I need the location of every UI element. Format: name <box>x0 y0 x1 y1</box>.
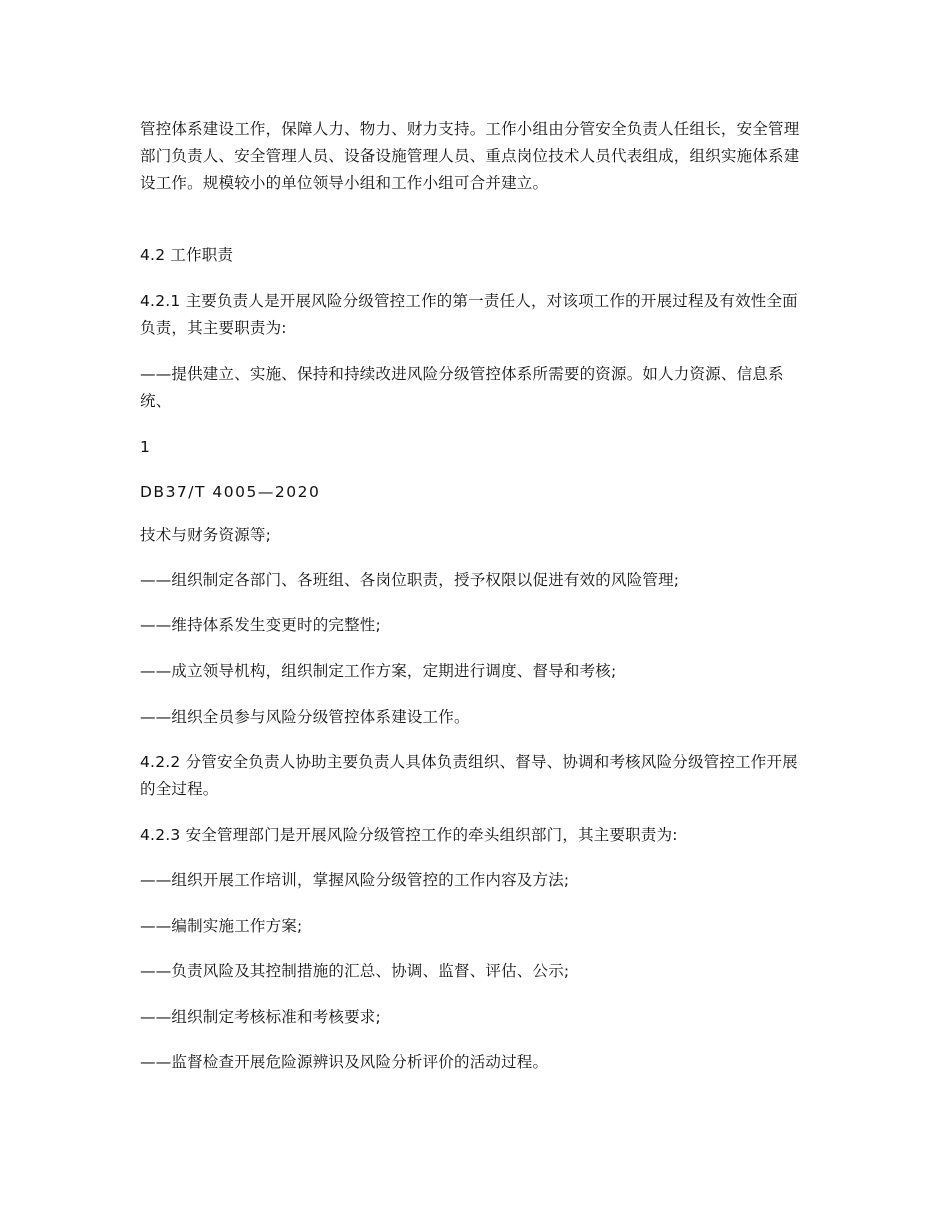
list-item-risk-summary: ——负责风险及其控制措施的汇总、协调、监督、评估、公示; <box>140 962 570 980</box>
list-item-department-duties: ——组织制定各部门、各班组、各岗位职责，授予权限以促进有效的风险管理; <box>140 571 680 589</box>
list-item-continuation: 技术与财务资源等; <box>140 526 272 544</box>
standard-code-header: DB37/T 4005—2020 <box>140 483 321 501</box>
section-heading-4-2: 4.2 工作职责 <box>140 246 234 264</box>
list-item-work-plan: ——编制实施工作方案; <box>140 917 303 935</box>
list-item-all-staff: ——组织全员参与风险分级管控体系建设工作。 <box>140 708 470 726</box>
list-item-training: ——组织开展工作培训，掌握风险分级管控的工作内容及方法; <box>140 871 570 889</box>
list-item-assessment-standards: ——组织制定考核标准和考核要求; <box>140 1008 381 1026</box>
page-number: 1 <box>140 438 151 456</box>
list-item-system-integrity: ——维持体系发生变更时的完整性; <box>140 616 381 634</box>
paragraph-system-construction: 管控体系建设工作，保障人力、物力、财力支持。工作小组由分管安全负责人任组长，安全管理部门负责人、安全管理人员、设备设施管理人员、重点岗位技术人员代表组成，组织实施体系建设工作。规模较小的单位领导小组和工作小组可合并建立。 <box>140 120 800 192</box>
clause-4-2-2: 4.2.2 分管安全负责人协助主要负责人具体负责组织、督导、协调和考核风险分级管控工作开展的全过程。 <box>140 753 798 798</box>
list-item-provide-resources: ——提供建立、实施、保持和持续改进风险分级管控体系所需要的资源。如人力资源、信息系统、 <box>140 365 784 410</box>
list-item-supervision: ——监督检查开展危险源辨识及风险分析评价的活动过程。 <box>140 1053 549 1071</box>
clause-4-2-1: 4.2.1 主要负责人是开展风险分级管控工作的第一责任人，对该项工作的开展过程及有效性全面负责，其主要职责为: <box>140 292 798 337</box>
list-item-leadership-body: ——成立领导机构，组织制定工作方案，定期进行调度、督导和考核; <box>140 662 617 680</box>
clause-4-2-3: 4.2.3 安全管理部门是开展风险分级管控工作的牵头组织部门，其主要职责为: <box>140 826 678 844</box>
